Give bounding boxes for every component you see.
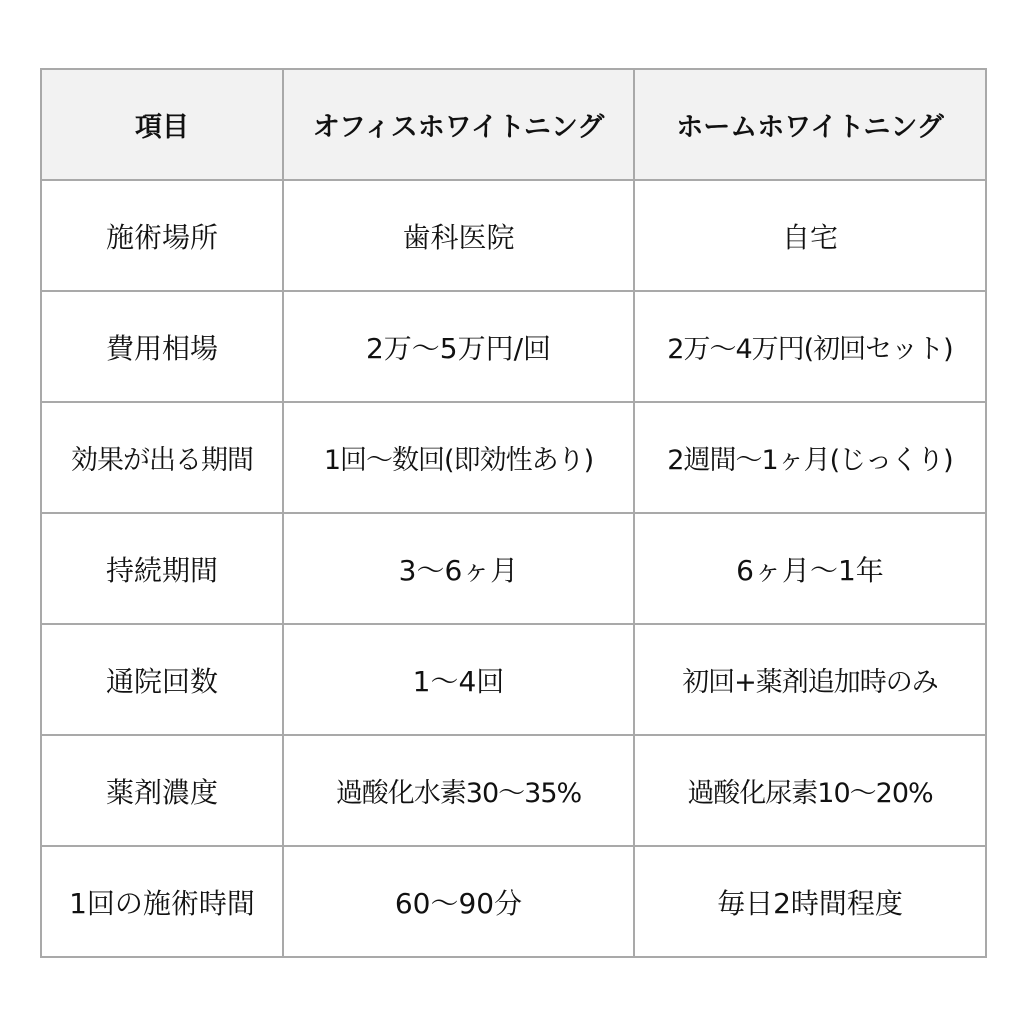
row-label: 効果が出る期間 [41,402,283,513]
home-cell: 2週間〜1ヶ月(じっくり) [634,402,986,513]
table-row [41,291,986,402]
header-office-whitening: オフィスホワイトニング [283,69,634,180]
home-cell: 毎日2時間程度 [634,846,986,957]
table-row [41,624,986,735]
row-label: 1回の施術時間 [41,846,283,957]
home-cell: 過酸化尿素10〜20% [634,735,986,846]
table-row [41,402,986,513]
office-cell: 60〜90分 [283,846,634,957]
table-header-row [41,69,986,180]
home-cell: 6ヶ月〜1年 [634,513,986,624]
comparison-table [40,68,987,958]
home-cell: 初回+薬剤追加時のみ [634,624,986,735]
row-label: 持続期間 [41,513,283,624]
home-cell: 2万〜4万円(初回セット) [634,291,986,402]
home-cell: 自宅 [634,180,986,291]
office-cell: 3〜6ヶ月 [283,513,634,624]
row-label: 薬剤濃度 [41,735,283,846]
table-row [41,513,986,624]
header-home-whitening: ホームホワイトニング [634,69,986,180]
row-label: 費用相場 [41,291,283,402]
table-row [41,735,986,846]
table-row [41,846,986,957]
office-cell: 過酸化水素30〜35% [283,735,634,846]
table-row [41,180,986,291]
office-cell: 2万〜5万円/回 [283,291,634,402]
office-cell: 1〜4回 [283,624,634,735]
row-label: 通院回数 [41,624,283,735]
office-cell: 1回〜数回(即効性あり) [283,402,634,513]
comparison-table-container [40,68,985,957]
office-cell: 歯科医院 [283,180,634,291]
row-label: 施術場所 [41,180,283,291]
header-item: 項目 [41,69,283,180]
